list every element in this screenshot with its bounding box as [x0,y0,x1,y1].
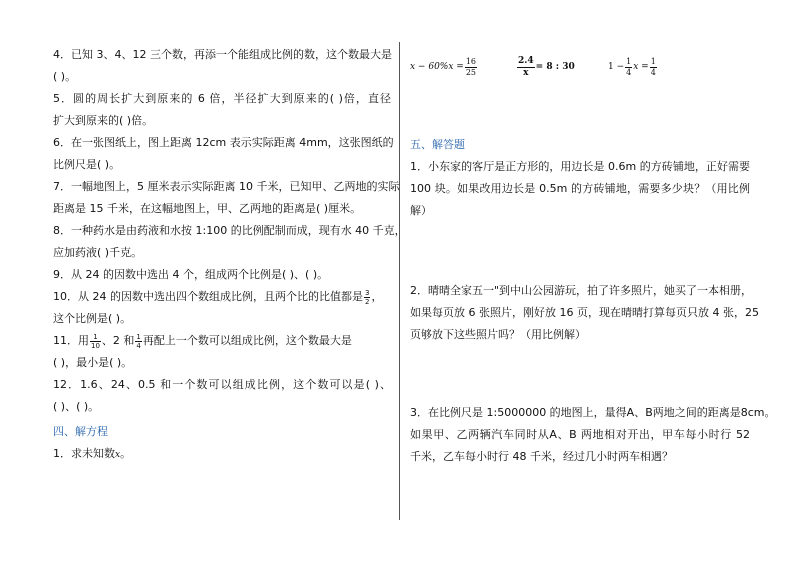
column-divider [399,42,400,520]
equation-3-fraction-a [625,57,632,78]
question-6 [53,132,394,176]
fraction-numerator: 3 [365,288,370,297]
equation-3-left: 1 − [608,62,625,72]
left-column [53,44,406,466]
fraction-numerator: 1 [90,333,101,342]
problem-1 [410,156,750,222]
question-5-line-1: 5．圆的周长扩大到原来的 6 倍，半径扩大到原来的( )倍，直径 [53,92,391,105]
question-6-line-1: 6．在一张图纸上，图上距离 12cm 表示实际距离 4mm，这张图纸的 [53,136,394,149]
equation-3 [608,52,658,82]
fraction-numerator: 1 [136,332,141,341]
problem-1-line-2: 100 块。如果改用边长是 0.5m 的方砖铺地，需要多少块？（用比例 [410,182,750,195]
problem-1-line-3: 解） [410,204,432,217]
question-7-line-2: 距离是 15 千米，在这幅地图上，甲、乙两地的距离是( )厘米。 [53,202,362,215]
question-4 [53,44,391,88]
question-9 [53,264,391,286]
fraction-denominator: 10 [91,341,100,350]
question-9-line-1: 9．从 24 的因数中选出 4 个，组成两个比例是( )、( )。 [53,268,329,281]
problem-3-line-1: 3．在比例尺是 1:5000000 的地图上，量得A、B两地之间的距离是8cm。 [410,406,776,419]
equation-1 [410,52,478,82]
equations-instruction [53,443,391,466]
fraction-numerator: 1 [650,56,656,66]
equation-2 [516,52,575,82]
question-4-line-2: ( )。 [53,70,77,83]
question-5 [53,88,391,132]
problem-3 [410,402,776,468]
equation-2-fraction [517,56,535,79]
fraction-denominator: 4 [136,341,141,350]
question-8-line-1: 8．一种药水是由药液和水按 1:100 的比例配制而成，现有水 40 千克， [53,224,406,237]
section-heading-equations: 四、解方程 [53,425,108,438]
question-7-line-1: 7．一幅地图上，5 厘米表示实际距离 10 千米，已知甲、乙两地的实际 [53,180,400,193]
question-12-line-2: ( )、( )。 [53,400,100,413]
fraction-numerator: 1 [626,56,632,66]
fraction-one-quarter [135,333,141,350]
question-10-line-2: 这个比例是( )。 [53,312,132,325]
question-8 [53,220,406,264]
fraction-numerator: 2.4 [518,55,534,66]
question-10 [53,286,391,330]
question-7 [53,176,400,220]
problem-2-line-2: 如果每页放 6 张照片，刚好放 16 页，现在晴晴打算每页只放 4 张，25 [410,306,759,319]
problem-2 [410,280,759,346]
question-4-line-1: 4．已知 3、4、12 三个数，再添一个能组成比例的数，这个数最大是 [53,48,392,61]
question-11-text-b: 、2 和 [101,334,135,347]
question-10-text: 10．从 24 的因数中选出四个数组成比例，且两个比的比值都是 [53,290,363,303]
section-heading-word-problems: 五、解答题 [410,138,465,151]
fraction-denominator: 2 [365,297,370,306]
fraction-denominator: 25 [465,67,477,77]
problem-2-line-1: 2．晴晴全家五一"到中山公园游玩，拍了许多照片，她买了一本相册， [410,284,753,297]
question-6-line-2: 比例尺是( )。 [53,158,121,171]
instruction-text: 1．求未知数 [53,447,115,460]
instruction-punct: 。 [120,447,132,460]
problem-2-line-3: 页够放下这些照片吗？（用比例解） [410,328,586,341]
problem-3-line-2: 如果甲、乙两辆汽车同时从A、B 两地相对开出，甲车每小时行 52 [410,428,750,441]
question-11-text-c: 再配上一个数可以组成比例，这个数最大是 [142,334,352,347]
fraction-one-tenth [90,333,101,350]
fraction-denominator: 4 [626,67,632,77]
question-11-text-a: 11．用 [53,334,89,347]
question-8-line-2: 应加药液( )千克。 [53,246,143,259]
unknown-variable: x [115,450,121,460]
fraction-denominator: x [523,67,529,78]
question-11 [53,330,391,374]
question-11-line-2: ( )，最小是( )。 [53,356,133,369]
equation-3-middle: x = [633,62,649,72]
fraction-denominator: 4 [650,67,656,77]
question-12-line-1: 12．1.6、24、0.5 和一个数可以组成比例，这个数可以是( )、 [53,378,391,391]
equation-1-left: x − 60%x = [410,62,464,72]
question-5-line-2: 扩大到原来的( )倍。 [53,114,154,127]
fraction-numerator: 16 [465,56,477,66]
equation-1-fraction [465,57,477,78]
problem-3-line-3: 千米，乙车每小时行 48 千米，经过几小时两车相遇？ [410,450,673,463]
question-10-punct: ， [371,290,383,303]
question-10-line-1 [53,286,391,308]
fraction-three-halves [364,289,370,306]
equation-3-fraction-b [650,57,657,78]
question-12 [53,374,391,418]
equations-row [410,52,750,82]
question-11-line-1 [53,330,391,352]
problem-1-line-1: 1．小东家的客厅是正方形的，用边长是 0.6m 的方砖铺地，正好需要 [410,160,750,173]
equation-2-right: = 8 : 30 [535,62,575,72]
